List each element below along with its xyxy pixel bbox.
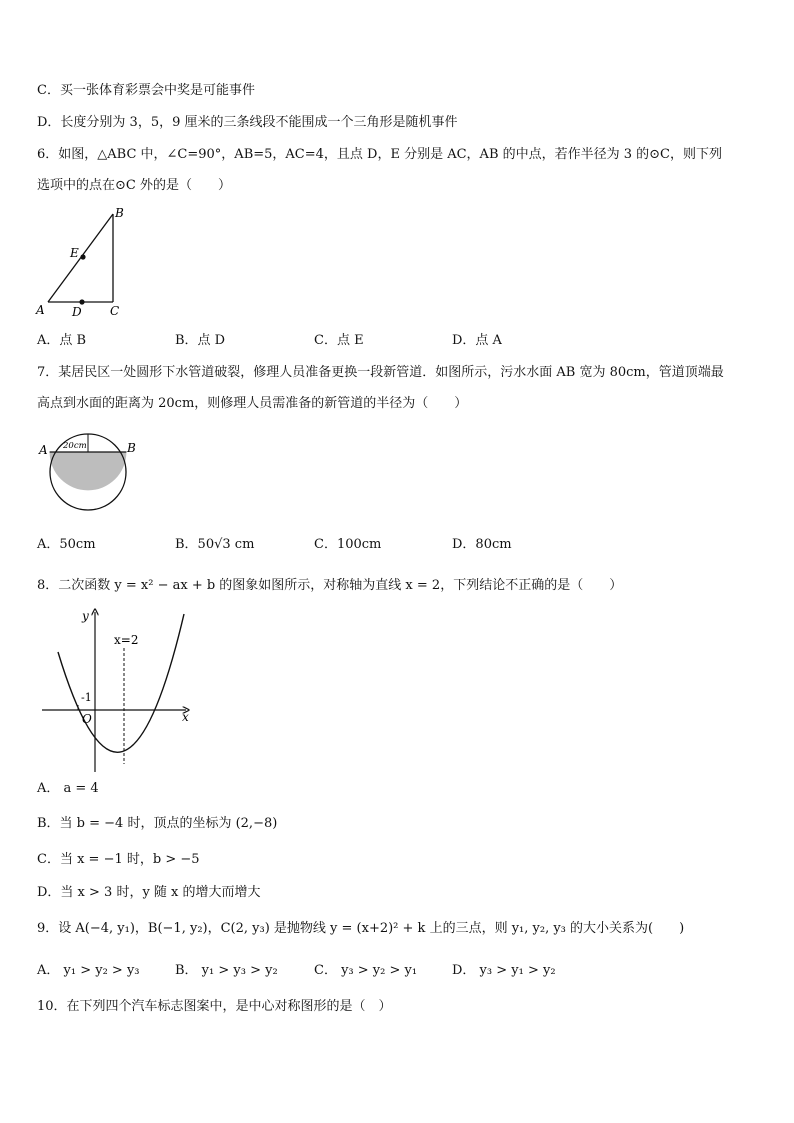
q7-stem-line2: 高点到水面的距离为 20cm，则修理人员需准备的新管道的半径为（ ） [37, 396, 468, 411]
label-b: B [115, 206, 124, 220]
q9-option-a: A． y₁ > y₂ > y₃ [37, 963, 140, 978]
q9-stem: 9．设 A(−4, y₁)，B(−1, y₂)，C(2, y₃) 是抛物线 y = (x+2)² + k 上的三点，则 y₁, y₂, y₃ 的大小关系为( ) [37, 921, 685, 936]
q9-option-d: D． y₃ > y₁ > y₂ [452, 963, 556, 978]
label-d: D [72, 305, 82, 319]
minus-one-label: -1 [81, 691, 92, 704]
point-d [79, 299, 84, 304]
q6-option-d: D．点 A [452, 333, 502, 348]
label-a: A [36, 303, 45, 317]
q6-stem-line1: 6．如图，△ABC 中，∠C=90°，AB=5，AC=4，且点 D，E 分别是 AC，AB 的中点，若作半径为 3 的⊙C，则下列 [37, 147, 723, 162]
q7-option-c: C．100cm [314, 537, 382, 552]
q8-stem: 8．二次函数 y = x² − ax + b 的图象如图所示，对称轴为直线 x = 2，下列结论不正确的是（ ） [37, 578, 623, 593]
label-a: A [39, 443, 48, 457]
y-label: y [82, 609, 89, 623]
q6-stem-line2: 选项中的点在⊙C 外的是（ ） [37, 178, 231, 193]
water-region [50, 452, 127, 490]
q7-option-d: D．80cm [452, 537, 512, 552]
q8-option-d: D．当 x > 3 时，y 随 x 的增大而增大 [37, 885, 261, 900]
label-b: B [127, 441, 136, 455]
q8-option-b: B．当 b = −4 时，顶点的坐标为 (2,−8) [37, 816, 278, 831]
label-c: C [110, 304, 120, 318]
axis-label: x=2 [114, 633, 139, 647]
q5-option-d: D．长度分别为 3，5，9 厘米的三条线段不能围成一个三角形是随机事件 [37, 115, 458, 130]
q7-pipe-figure [38, 430, 138, 514]
x-label: x [182, 710, 189, 724]
q6-option-a: A．点 B [37, 333, 87, 348]
q8-parabola-figure [38, 604, 194, 776]
q9-option-c: C． y₃ > y₂ > y₁ [314, 963, 418, 978]
side-ab [48, 214, 113, 302]
q8-option-a: A． a = 4 [37, 781, 99, 796]
q6-option-b: B．点 D [175, 333, 226, 348]
origin-label: O [82, 712, 92, 726]
q7-stem-line1: 7．某居民区一处圆形下水管道破裂，修理人员准备更换一段新管道．如图所示，污水水面 AB 宽为 80cm，管道顶端最 [37, 365, 724, 380]
point-e [80, 254, 85, 259]
q6-triangle-figure [32, 202, 132, 320]
q8-option-c: C．当 x = −1 时，b > −5 [37, 852, 200, 867]
q6-option-c: C．点 E [314, 333, 364, 348]
q5-option-c: C．买一张体育彩票会中奖是可能事件 [37, 83, 255, 98]
label-e: E [70, 246, 79, 260]
q10-stem: 10．在下列四个汽车标志图案中，是中心对称图形的是（ ） [37, 999, 392, 1014]
measure-label: 20cm [63, 441, 87, 451]
q7-option-a: A．50cm [37, 537, 96, 552]
q9-option-b: B． y₁ > y₃ > y₂ [175, 963, 278, 978]
q7-option-b: B．50√3 cm [175, 537, 255, 552]
